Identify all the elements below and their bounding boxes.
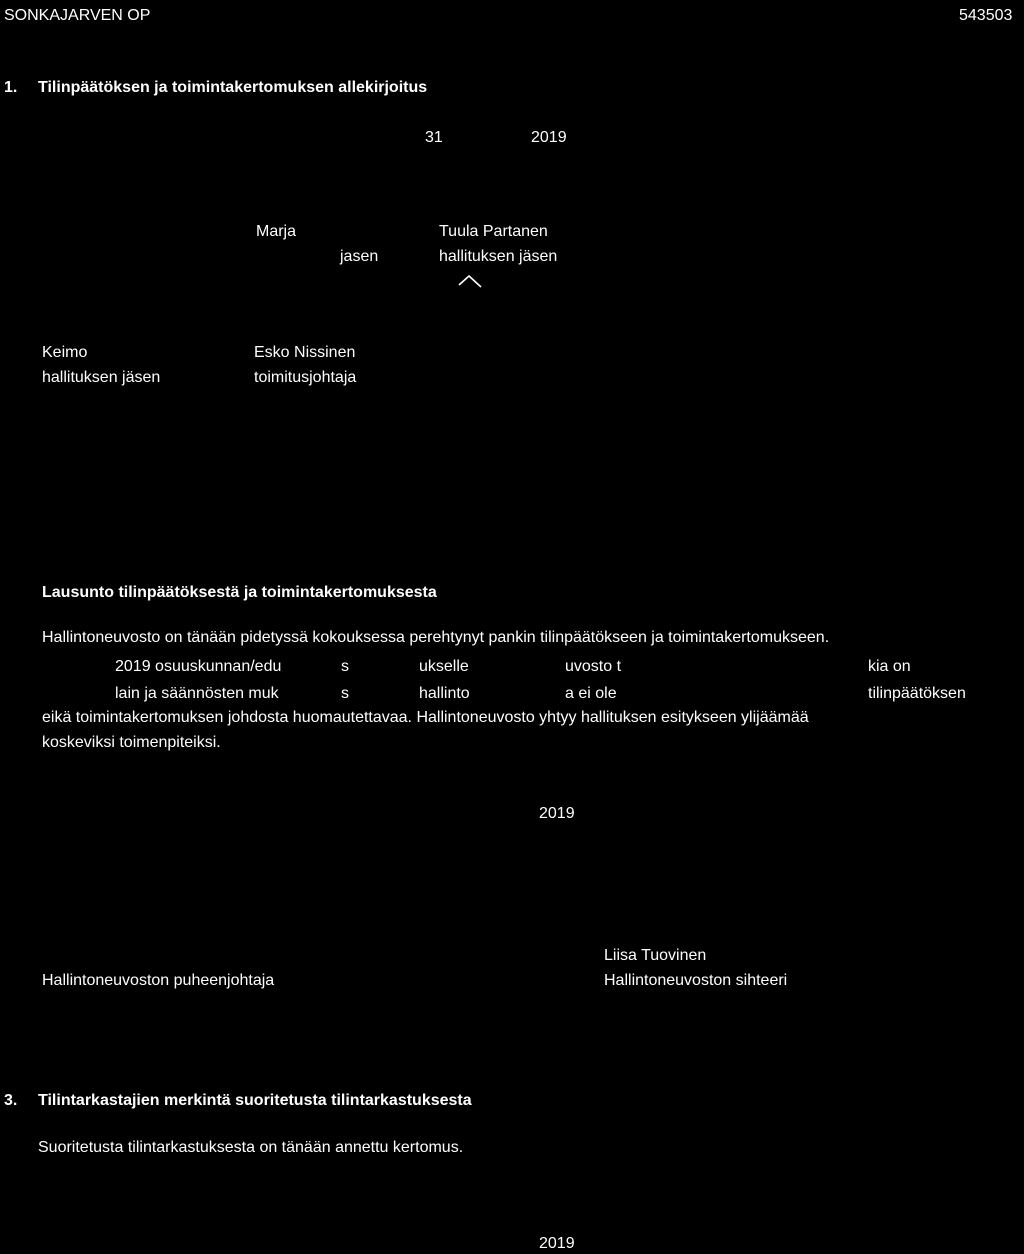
statement-fragment: 2019 osuuskunnan/edu [115,658,282,675]
signer-name: Tuula Partanen [439,223,548,240]
audit-year: 2019 [539,1235,575,1252]
statement-fragment: tilinpäätöksen [868,685,966,702]
section-number: 3. [4,1092,18,1109]
statement-fragment: kia on [868,658,911,675]
secretary-role: Hallintoneuvoston sihteeri [604,972,788,989]
section-title: Tilinpäätöksen ja toimintakertomuksen allekirjoitus [38,79,428,96]
signer-role: toimitusjohtaja [254,369,357,386]
section-number: 1. [4,79,18,96]
chair-role: Hallintoneuvoston puheenjohtaja [42,972,275,989]
signing-year: 2019 [531,129,567,146]
signer-role: hallituksen jäsen [439,248,558,265]
statement-fragment: lain ja säännösten muk [115,685,279,702]
signer-role: jasen [340,248,379,265]
statement-fragment: a ei ole [565,685,617,702]
statement-fragment: s [341,658,349,675]
statement-fragment: uvosto t [565,658,622,675]
statement-line: koskeviksi toimenpiteiksi. [42,734,221,751]
secretary-name: Liisa Tuovinen [604,947,707,964]
statement-title: Lausunto tilinpäätöksestä ja toimintakertomuksesta [42,584,437,601]
document-number: 543503 [959,7,1013,24]
statement-fragment: ukselle [419,658,469,675]
signer-name: Keimo [42,344,88,361]
company-name: SONKAJARVEN OP [4,7,151,24]
signing-day: 31 [425,129,443,146]
signature-stroke-icon [457,272,483,290]
audit-text: Suoritetusta tilintarkastuksesta on tänään annettu kertomus. [38,1139,464,1156]
signer-name: Esko Nissinen [254,344,356,361]
statement-fragment: hallinto [419,685,470,702]
statement-line: Hallintoneuvosto on tänään pidetyssä kokouksessa perehtynyt pankin tilinpäätökseen ja toimintakertomukseen. [42,629,830,646]
signer-role: hallituksen jäsen [42,369,161,386]
statement-year: 2019 [539,805,575,822]
section-title: Tilintarkastajien merkintä suoritetusta tilintarkastuksesta [38,1092,472,1109]
statement-fragment: s [341,685,349,702]
statement-line: eikä toimintakertomuksen johdosta huomautettavaa. Hallintoneuvosto yhtyy hallituksen esitykseen ylijäämää [42,709,809,726]
signer-name: Marja [256,223,297,240]
